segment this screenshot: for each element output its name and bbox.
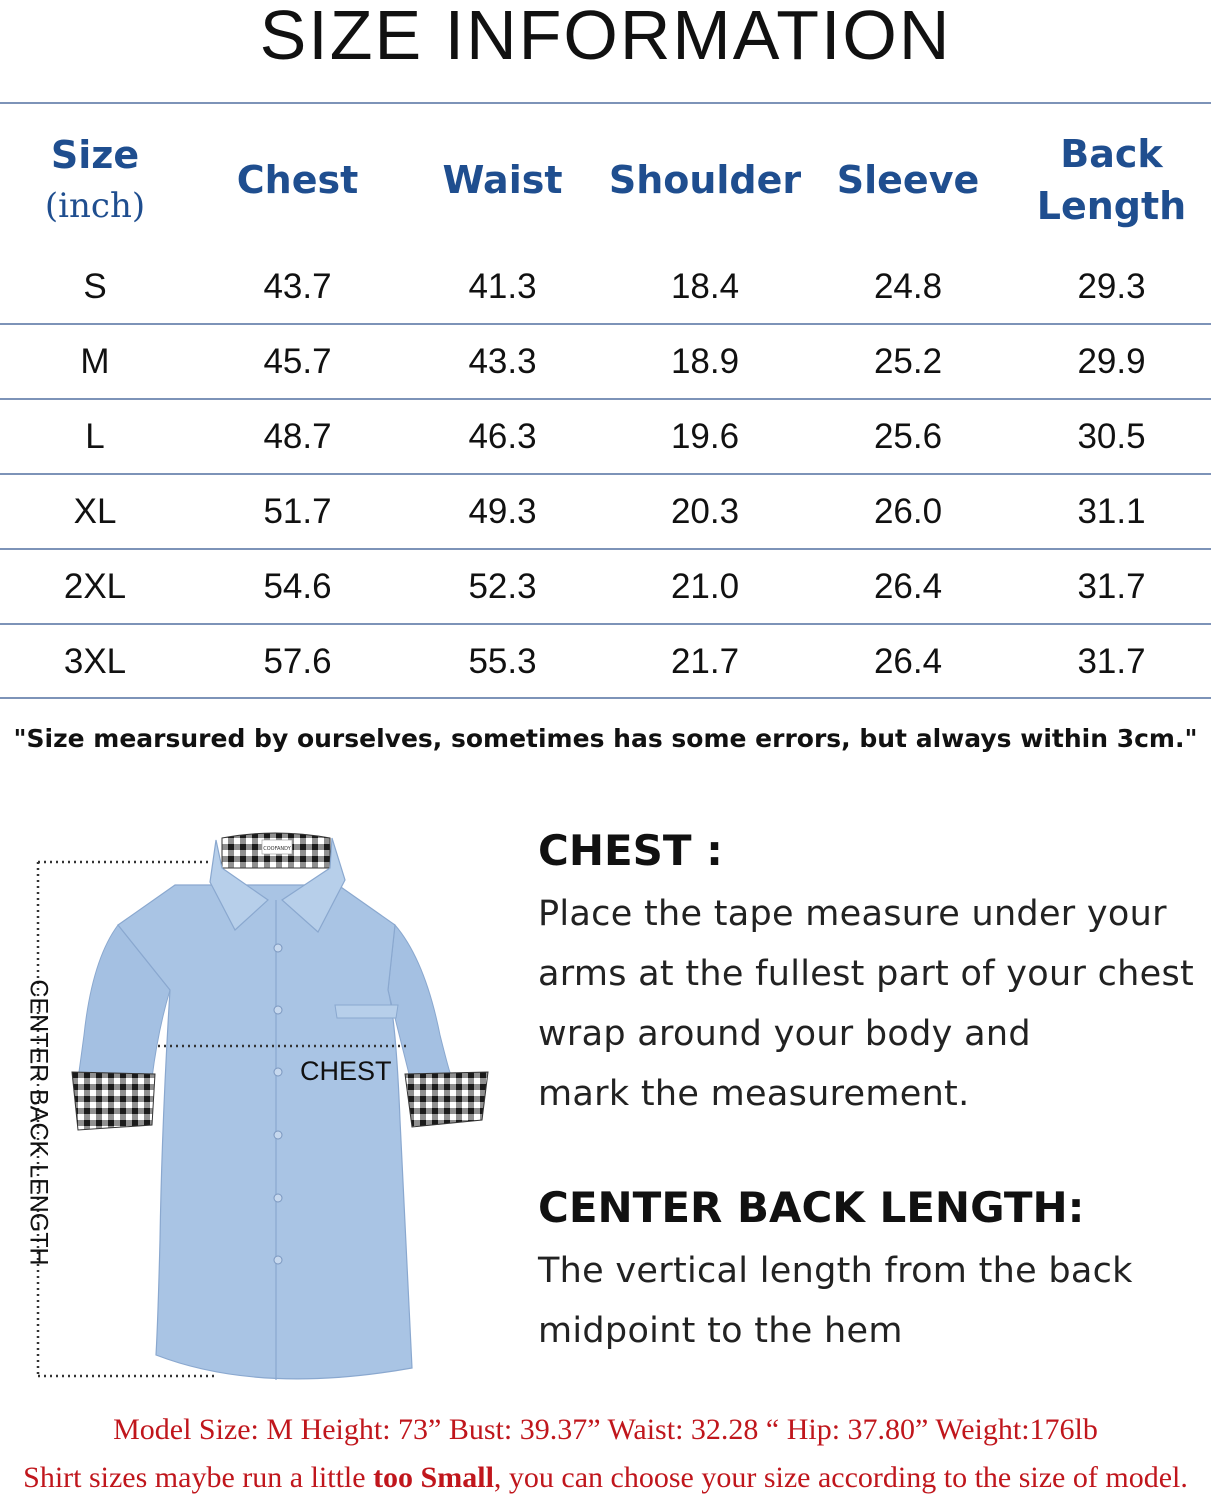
cell-shoulder: 18.9 [670,342,740,381]
cell-shoulder: 20.3 [670,492,740,531]
cell-waist: 52.3 [468,567,537,606]
cell-chest: 43.7 [263,267,332,306]
cell-chest: 45.7 [263,342,332,381]
header-shoulder: Shoulder [608,158,802,202]
header-length-label: Length [1036,184,1187,228]
chest-line: Place the tape measure under your [538,894,1167,934]
cell-size: S [83,267,107,306]
fit-advice-line [0,1461,1211,1495]
fit-advice-text: Shirt sizes maybe run a little [23,1461,374,1494]
header-sleeve: Sleeve [836,158,980,202]
cell-sleeve: 25.2 [873,342,943,381]
cell-back-length: 29.3 [1077,267,1146,306]
cell-size: 3XL [63,642,127,681]
cell-size: M [80,342,110,381]
cell-back-length: 30.5 [1077,417,1146,456]
cell-waist: 46.3 [468,417,537,456]
cell-chest: 57.6 [263,642,332,681]
cell-shoulder: 21.0 [670,567,740,606]
back-length-line: midpoint to the hem [538,1311,903,1351]
fit-advice-text-end: , you can choose your size according to the size of model. [493,1461,1188,1494]
back-length-heading: CENTER BACK LENGTH: [538,1183,1085,1232]
chest-line: wrap around your body and [538,1014,1031,1054]
cell-shoulder: 21.7 [670,642,740,681]
header-size-unit: (inch) [44,186,146,226]
cell-chest: 48.7 [263,417,332,456]
cell-sleeve: 25.6 [873,417,943,456]
cell-shoulder: 18.4 [670,267,740,306]
header-back-label: Back [1060,132,1163,176]
chest-line: mark the measurement. [538,1074,970,1114]
cell-back-length: 31.7 [1077,567,1146,606]
cell-waist: 55.3 [468,642,537,681]
cell-size: L [85,417,105,456]
model-size-line: Model Size: M Height: 73” Bust: 39.37” Waist: 32.28 “ Hip: 37.80” Weight:176lb [113,1413,1098,1446]
page-title: SIZE INFORMATION [259,0,952,74]
chest-heading: CHEST : [538,826,723,875]
brand-tag: COOFANDY [263,846,291,852]
cell-chest: 54.6 [263,567,332,606]
chest-label: CHEST [300,1056,392,1086]
cell-waist: 49.3 [468,492,537,531]
header-size [0,118,190,242]
measurement-note: "Size mearsured by ourselves, sometimes has some errors, but always within 3cm." [13,724,1198,753]
shirt-figure [0,820,520,1390]
cell-chest: 51.7 [263,492,332,531]
table-top-rule [0,102,1211,104]
shirt-illustration [0,820,520,1390]
header-back-length [1012,118,1211,242]
back-length-line: The vertical length from the back [538,1251,1133,1291]
cell-size: XL [73,492,117,531]
header-size-label: Size [50,133,140,177]
cell-back-length: 31.1 [1077,492,1146,531]
cell-sleeve: 26.4 [873,567,943,606]
cell-waist: 43.3 [468,342,537,381]
chest-line: arms at the fullest part of your chest [538,954,1195,994]
fit-advice-emphasis: too Small [373,1461,494,1494]
cell-shoulder: 19.6 [670,417,740,456]
back-length-label: CENTER BACK LENGTH [24,979,53,1266]
cell-sleeve: 26.0 [873,492,943,531]
cell-sleeve: 26.4 [873,642,943,681]
header-chest: Chest [236,158,359,202]
cell-back-length: 29.9 [1077,342,1146,381]
cell-back-length: 31.7 [1077,642,1146,681]
header-waist: Waist [442,158,563,202]
cell-sleeve: 24.8 [873,267,943,306]
cell-size: 2XL [63,567,127,606]
cell-waist: 41.3 [468,267,537,306]
